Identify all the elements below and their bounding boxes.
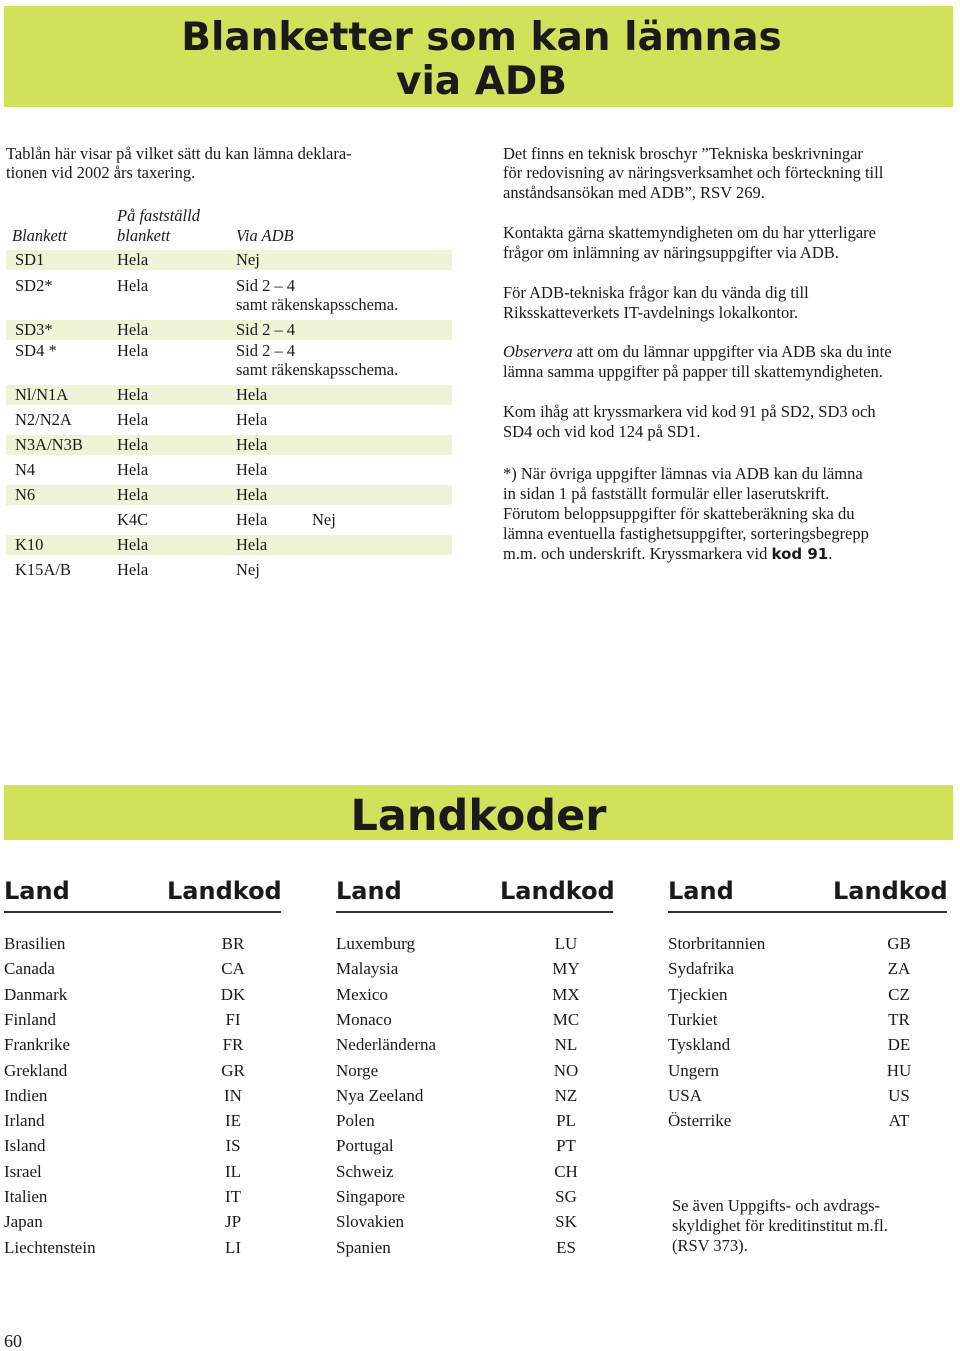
country-code: DE [887, 1035, 911, 1055]
cell-blankett: K10 [15, 535, 44, 554]
country-name: Spanien [336, 1237, 391, 1257]
country-name: Turkiet [668, 1009, 718, 1029]
cell-adb-extra: Nej [312, 510, 336, 529]
para4-line2: lämna samma uppgifter på papper till skattemyndigheten. [503, 362, 883, 381]
country-name: Grekland [4, 1060, 68, 1080]
country-code: IL [224, 1161, 242, 1181]
country-name: Canada [4, 959, 55, 979]
cell-fastst: Hela [117, 276, 149, 295]
cell-adb: Sid 2 – 4 [236, 276, 296, 295]
table-row-shading [6, 320, 452, 340]
country-name: Tjeckien [668, 984, 728, 1004]
cell-fastst: Hela [117, 560, 149, 579]
cell-blankett: SD4 * [15, 341, 57, 360]
country-code: IN [224, 1085, 242, 1105]
country-name: Polen [336, 1111, 375, 1131]
para2-line1: Kontakta gärna skattemyndigheten om du har ytterligare [503, 223, 876, 242]
country-code: JP [224, 1212, 242, 1232]
landkoder-banner [4, 785, 953, 840]
country-name: Malaysia [336, 959, 399, 979]
para3-line1: För ADB-tekniska frågor kan du vända dig till [503, 283, 809, 302]
country-code: DK [220, 984, 246, 1004]
header-rule-3 [668, 911, 947, 913]
country-code: FI [225, 1009, 241, 1029]
country-name: Ungern [668, 1060, 719, 1080]
page-title-line1: Blanketter som kan lämnas [181, 15, 782, 60]
para6-line4: lämna eventuella fastighetsuppgifter, sorteringsbegrepp [503, 524, 869, 543]
col-header-adb: Via ADB [236, 226, 294, 245]
cell-blankett: N4 [15, 460, 36, 479]
cell-blankett: N6 [15, 485, 36, 504]
para4-line1 [503, 342, 892, 362]
para6-line1: *) När övriga uppgifter lämnas via ADB kan du lämna [503, 464, 863, 483]
kod91-emphasis: kod 91 [771, 545, 829, 563]
note-line3: (RSV 373). [672, 1236, 748, 1255]
country-name: Danmark [4, 984, 68, 1004]
table-row-shading [6, 385, 452, 405]
country-name: Island [4, 1136, 46, 1156]
country-name: Norge [336, 1060, 379, 1080]
col-header-fastst-line2: blankett [117, 226, 171, 245]
cell-blankett: SD1 [15, 250, 45, 269]
country-name: Japan [4, 1212, 43, 1232]
cell-adb: Sid 2 – 4 [236, 341, 296, 360]
country-code: SK [555, 1212, 577, 1232]
country-name: Irland [4, 1111, 45, 1131]
cell-blankett: SD2* [15, 276, 53, 295]
country-name: Italien [4, 1187, 48, 1206]
head-land-2: Land [336, 877, 402, 905]
country-code: LI [224, 1237, 242, 1257]
country-name: Nederländerna [336, 1035, 437, 1055]
para6-line5-pre: m.m. och underskrift. Kryssmarkera vid [503, 544, 772, 563]
country-name: USA [668, 1085, 703, 1105]
cell-adb: Hela [236, 510, 268, 529]
cell-fastst: Hela [117, 341, 149, 360]
country-name: Portugal [336, 1136, 394, 1156]
head-landkod-3: Landkod [833, 877, 948, 905]
country-name: Singapore [336, 1187, 405, 1206]
cell-fastst: Hela [117, 485, 149, 504]
country-code: CA [221, 959, 245, 979]
cell-blankett: K15A/B [15, 560, 71, 579]
cell-fastst: Hela [117, 435, 149, 454]
page-title-line2: via ADB [396, 59, 567, 104]
country-name: Luxemburg [336, 934, 416, 953]
country-code: NL [554, 1035, 578, 1055]
cell-fastst: Hela [117, 320, 149, 339]
country-name: Israel [4, 1161, 42, 1181]
country-name: Finland [4, 1009, 56, 1029]
para6-line5-post: . [828, 544, 833, 563]
para4-line1-rest: att om du lämnar uppgifter via ADB ska du inte [572, 342, 892, 361]
cell-fastst: Hela [117, 460, 149, 479]
country-code: CH [554, 1161, 578, 1181]
country-name: Liechtenstein [4, 1237, 96, 1257]
cell-adb: Hela [236, 385, 268, 404]
intro-line2: tionen vid 2002 års taxering. [6, 163, 196, 182]
country-code: SG [555, 1187, 577, 1206]
country-code: PL [556, 1111, 576, 1131]
cell-adb: Nej [236, 560, 260, 579]
cell-adb: Hela [236, 435, 268, 454]
country-code: IE [224, 1111, 242, 1131]
para3-line2: Riksskatteverkets IT-avdelnings lokalkontor. [503, 303, 798, 322]
country-code: GR [221, 1060, 245, 1080]
cell-adb-extra: samt räkenskapsschema. [236, 295, 399, 314]
country-code: FR [222, 1035, 244, 1055]
para5-line1: Kom ihåg att kryssmarkera vid kod 91 på SD2, SD3 och [503, 402, 876, 421]
cell-adb: Hela [236, 460, 268, 479]
note-line1: Se även Uppgifts- och avdrags- [672, 1196, 881, 1215]
head-landkod-1: Landkod [167, 877, 282, 905]
country-name: Slovakien [336, 1212, 404, 1232]
table-row-shading [6, 535, 452, 555]
para1-line2: för redovisning av näringsverksamhet och förteckning till [503, 163, 884, 182]
cell-fastst: Hela [117, 385, 149, 404]
observera-emphasis: Observera [503, 342, 573, 361]
country-code: US [888, 1085, 910, 1105]
head-landkod-2: Landkod [500, 877, 615, 905]
cell-adb: Hela [236, 410, 268, 429]
country-code: NZ [554, 1085, 578, 1105]
table-row-shading [6, 250, 452, 270]
head-land-3: Land [668, 877, 734, 905]
header-rule-2 [336, 911, 613, 913]
country-name: Indien [4, 1085, 48, 1105]
page-number: 60 [4, 1331, 22, 1351]
para6-line5 [503, 544, 832, 564]
country-code: ZA [887, 959, 911, 979]
country-name: Brasilien [4, 934, 66, 953]
country-name: Schweiz [336, 1161, 394, 1181]
country-code: MY [552, 959, 580, 979]
col-header-fastst-line1: På fastställd [117, 206, 200, 225]
intro-line1: Tablån här visar på vilket sätt du kan lämna deklara- [6, 144, 352, 163]
country-name: Tyskland [668, 1035, 731, 1055]
cell-adb: Sid 2 – 4 [236, 320, 296, 339]
para5-line2: SD4 och vid kod 124 på SD1. [503, 422, 701, 441]
country-code: IS [225, 1136, 241, 1156]
para2-line2: frågor om inlämning av näringsuppgifter via ADB. [503, 243, 839, 262]
country-name: Sydafrika [668, 959, 735, 979]
country-code: NO [553, 1060, 579, 1080]
country-code: PT [556, 1136, 576, 1156]
country-code: MC [552, 1009, 580, 1029]
country-name: Mexico [336, 984, 388, 1004]
country-name: Storbritannien [668, 934, 766, 953]
landkoder-title: Landkoder [350, 791, 607, 841]
country-code: MX [552, 984, 580, 1004]
country-name: Monaco [336, 1009, 392, 1029]
country-code: HU [886, 1060, 912, 1080]
cell-adb: Nej [236, 250, 260, 269]
cell-fastst: Hela [117, 535, 149, 554]
table-row-shading [6, 485, 452, 505]
para6-line2: in sidan 1 på fastställt formulär eller laserutskrift. [503, 484, 830, 503]
country-code: IT [224, 1187, 242, 1206]
country-code: AT [888, 1111, 910, 1131]
cell-blankett: SD3* [15, 320, 53, 339]
page-title-banner [4, 6, 953, 107]
country-name: Frankrike [4, 1035, 71, 1055]
cell-blankett: N2/N2A [15, 410, 72, 429]
cell-fastst: Hela [117, 250, 149, 269]
cell-fastst: Hela [117, 410, 149, 429]
country-code: LU [554, 934, 578, 953]
country-code: ES [556, 1237, 576, 1257]
cell-adb-extra: samt räkenskapsschema. [236, 360, 399, 379]
country-code: GB [887, 934, 911, 953]
cell-fastst: K4C [117, 510, 149, 529]
country-code: TR [888, 1009, 910, 1029]
cell-blankett: N3A/N3B [15, 435, 83, 454]
country-name: Nya Zeeland [336, 1085, 424, 1105]
note-line2: skyldighet för kreditinstitut m.fl. [672, 1216, 888, 1235]
country-code: CZ [888, 984, 910, 1004]
col-header-blankett: Blankett [12, 226, 67, 245]
para6-line3: Förutom beloppsuppgifter för skatteberäkning ska du [503, 504, 855, 523]
header-rule-1 [4, 911, 281, 913]
head-land-1: Land [4, 877, 70, 905]
para1-line1: Det finns en teknisk broschyr ”Tekniska beskrivningar [503, 144, 863, 163]
country-name: Österrike [668, 1111, 732, 1131]
cell-adb: Hela [236, 485, 268, 504]
para1-line3: anståndsansökan med ADB”, RSV 269. [503, 183, 765, 202]
cell-adb: Hela [236, 535, 268, 554]
country-code: BR [221, 934, 245, 953]
cell-blankett: Nl/N1A [15, 385, 69, 404]
